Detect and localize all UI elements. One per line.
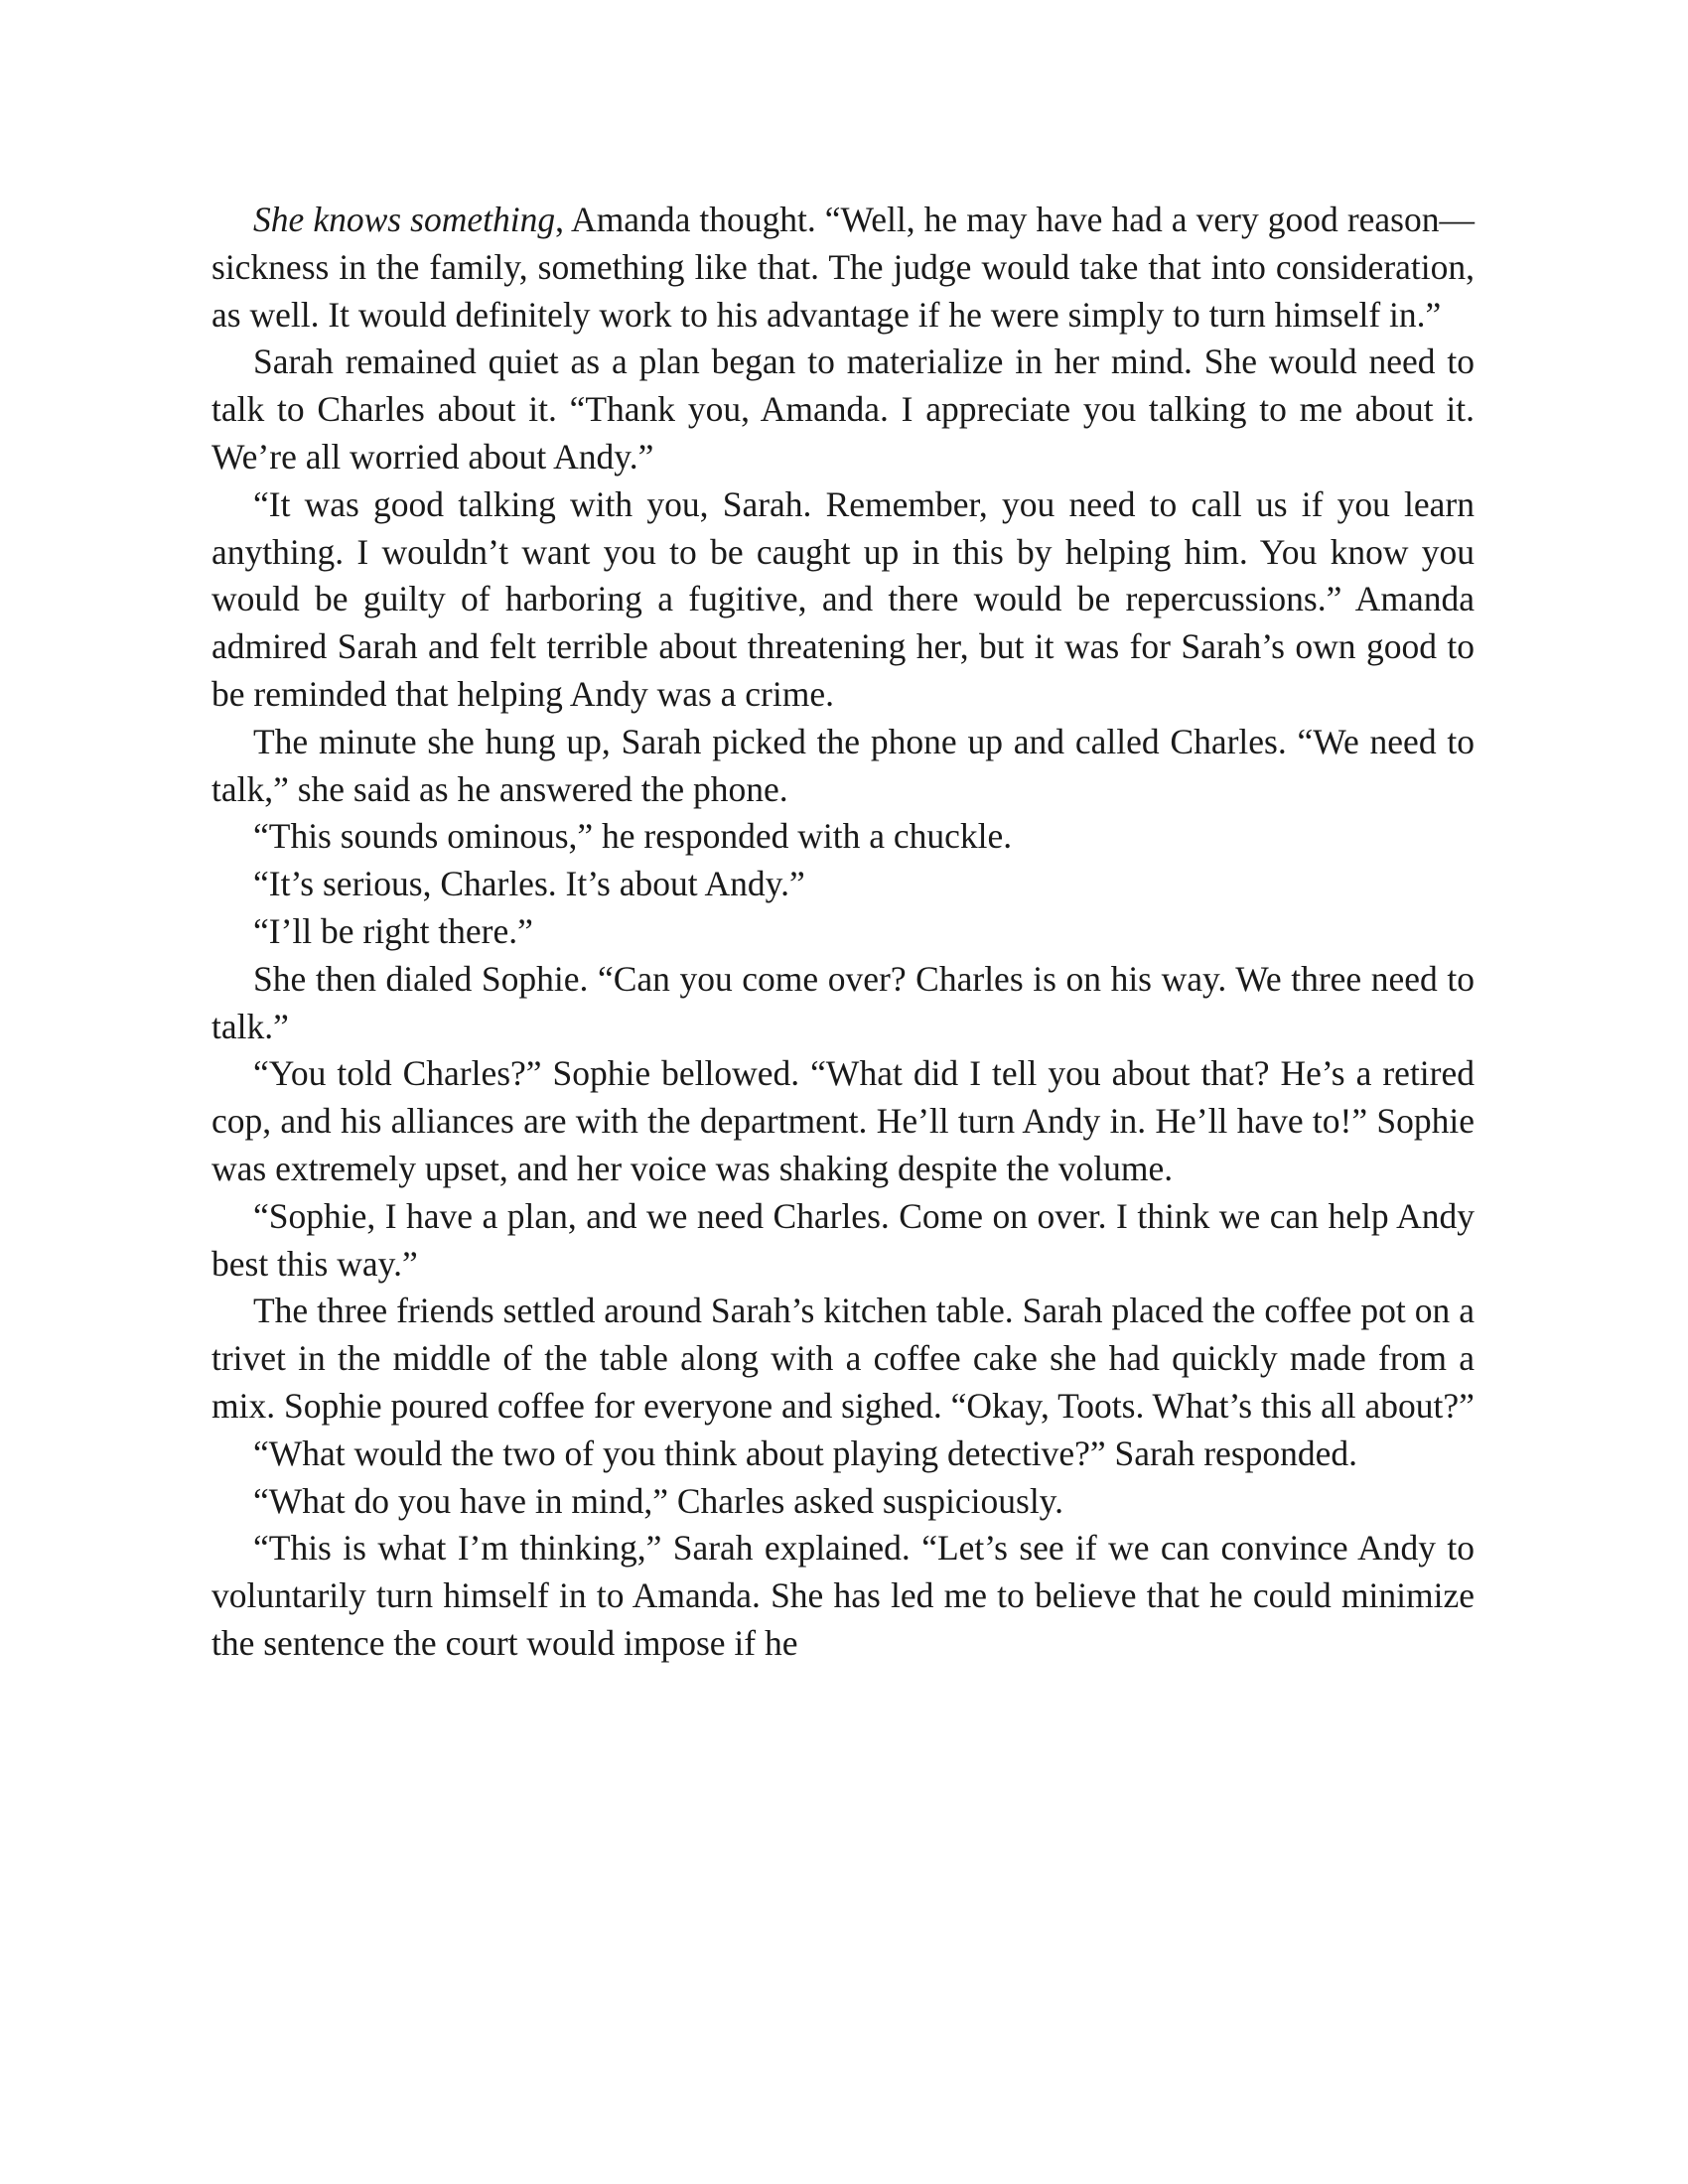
paragraph-14: “This is what I’m thinking,” Sarah explained. “Let’s see if we can convince Andy to voluntarily turn himself in to Amanda. She has led me to believe that he could minimize the sentence the court would impose if he: [211, 1528, 1475, 1663]
paragraph-8: She then dialed Sophie. “Can you come over? Charles is on his way. We three need to talk.”: [211, 958, 1475, 1046]
paragraph-13: “What do you have in mind,” Charles asked suspiciously.: [253, 1480, 1063, 1521]
paragraph-4: The minute she hung up, Sarah picked the phone up and called Charles. “We need to talk,” she said as he answered the phone.: [211, 721, 1475, 809]
paragraph-11: The three friends settled around Sarah’s kitchen table. Sarah placed the coffee pot on a trivet in the middle of the table along with a coffee cake she had quickly made from a mix. Sophie poured coffee for everyone and sighed. “Okay, Toots. What’s this all about?”: [211, 1291, 1475, 1426]
paragraph-6: “It’s serious, Charles. It’s about Andy.”: [253, 864, 805, 904]
paragraph-1: [211, 197, 1475, 339]
page-body: [211, 197, 1475, 1668]
paragraph-1-italic-lead: She knows something: [253, 200, 556, 239]
paragraph-1-text: , Amanda thought. “Well, he may have had a very good reason—sickness in the family, something like that. The judge would take that into consideration, as well. It would definitely work to his advantage if he were simply to turn himself in.”: [211, 200, 1475, 335]
paragraph-7: “I’ll be right there.”: [253, 910, 533, 951]
paragraph-5: “This sounds ominous,” he responded with a chuckle.: [253, 816, 1013, 857]
paragraph-2: Sarah remained quiet as a plan began to materialize in her mind. She would need to talk to Charles about it. “Thank you, Amanda. I appreciate you talking to me about it. We’re all worried about Andy.”: [211, 341, 1475, 477]
paragraph-3: “It was good talking with you, Sarah. Remember, you need to call us if you learn anything. I wouldn’t want you to be caught up in this by helping him. You know you would be guilty of harboring a fugitive, and there would be repercussions.” Amanda admired Sarah and felt terrible about threatening her, but it was for Sarah’s own good to be reminded that helping Andy was a crime.: [211, 483, 1475, 714]
paragraph-12: “What would the two of you think about playing detective?” Sarah responded.: [253, 1433, 1358, 1473]
paragraph-9: “You told Charles?” Sophie bellowed. “What did I tell you about that? He’s a retired cop, and his alliances are with the department. He’ll turn Andy in. He’ll have to!” Sophie was extremely upset, and her voice was shaking despite the volume.: [211, 1053, 1475, 1188]
paragraph-10: “Sophie, I have a plan, and we need Charles. Come on over. I think we can help Andy best this way.”: [211, 1195, 1475, 1284]
